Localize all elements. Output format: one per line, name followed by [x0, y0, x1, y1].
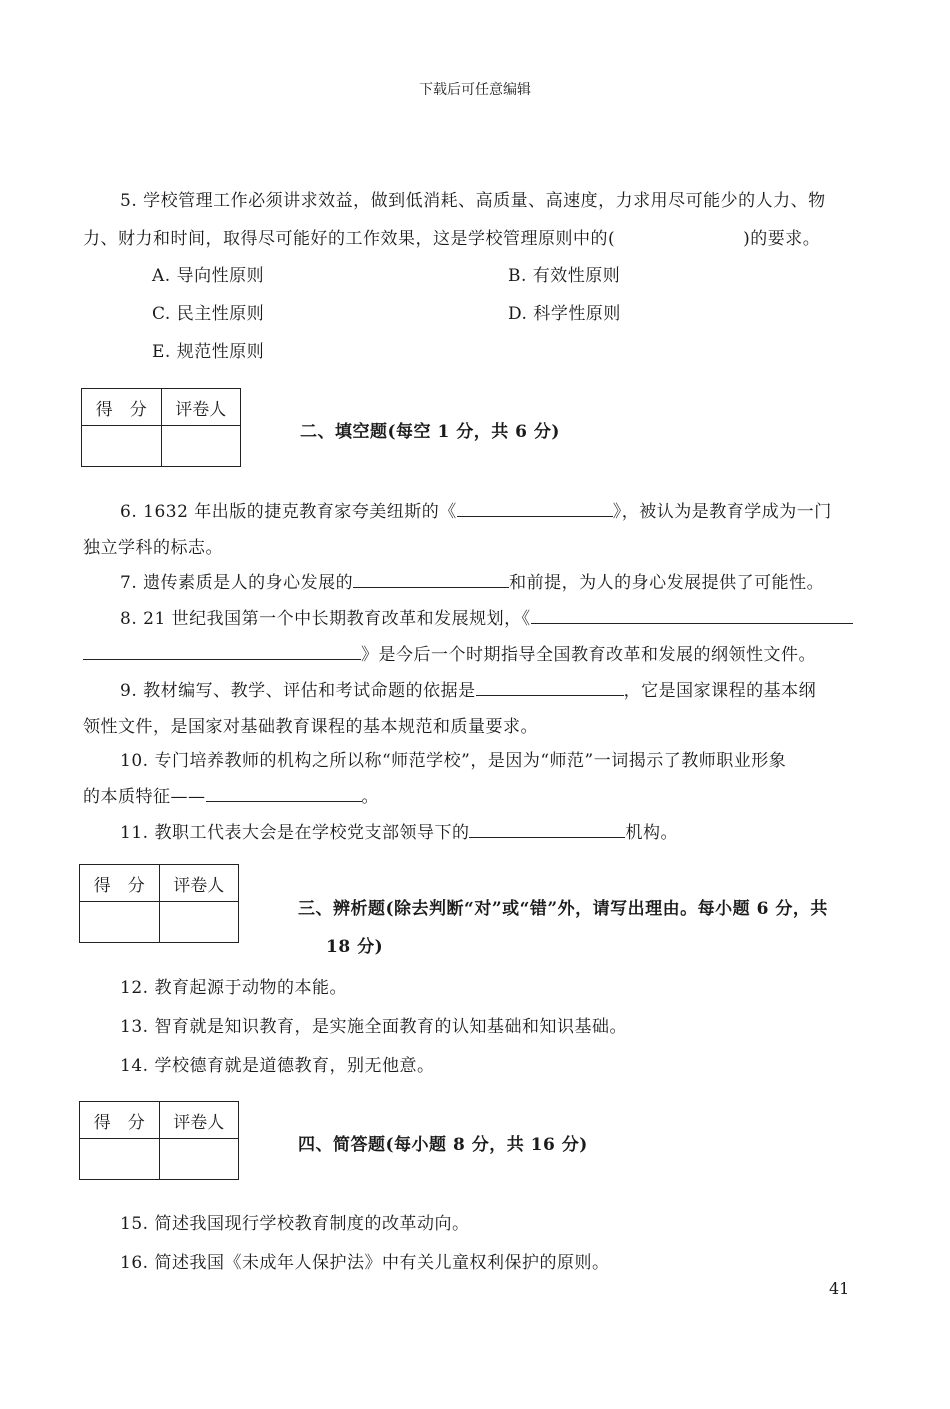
q10-line1: 10. 专门培养教师的机构之所以称“师范学校”，是因为“师范”一词揭示了教师职业形象 [120, 751, 787, 771]
q8-blank-2[interactable] [83, 645, 361, 660]
q10-text-b: 的本质特征—— [83, 787, 206, 807]
grader-cell[interactable] [161, 426, 241, 467]
q12: 12. 教育起源于动物的本能。 [120, 978, 347, 998]
q6-text-a: 6. 1632 年出版的捷克教育家夸美纽斯的《 [120, 502, 457, 522]
score-label: 得 分 [80, 865, 160, 902]
q8-line2 [83, 640, 816, 665]
q11-blank[interactable] [469, 823, 625, 838]
q9-text-b: ，它是国家课程的基本纲 [623, 681, 817, 701]
section-2-title: 二、填空题(每空 1 分，共 6 分) [300, 422, 560, 442]
q11-line [120, 818, 678, 843]
section-4-title: 四、简答题(每小题 8 分，共 16 分) [298, 1135, 588, 1155]
q5-option-d: D. 科学性原则 [508, 304, 621, 324]
score-table-3 [79, 1101, 239, 1180]
q5-option-e: E. 规范性原则 [152, 342, 265, 362]
grader-cell[interactable] [159, 902, 239, 943]
q6-text-b: 》，被认为是教育学成为一门 [612, 502, 832, 522]
q6-blank[interactable] [457, 502, 613, 517]
q10-text-c: 。 [361, 787, 379, 807]
q9-blank[interactable] [476, 681, 624, 696]
score-table-1 [81, 388, 241, 467]
grader-label: 评卷人 [159, 865, 239, 902]
q16: 16. 简述我国《未成年人保护法》中有关儿童权利保护的原则。 [120, 1253, 610, 1273]
q5-line2-end: )的要求。 [743, 229, 821, 249]
grader-cell[interactable] [159, 1139, 239, 1180]
section-3-title-line1: 三、辨析题(除去判断“对”或“错”外，请写出理由。每小题 6 分，共 [298, 899, 828, 919]
q6-line1 [120, 497, 832, 522]
q5-line2 [83, 224, 820, 249]
q15: 15. 简述我国现行学校教育制度的改革动向。 [120, 1214, 470, 1234]
section-3-title-line2: 18 分) [326, 937, 384, 957]
q7-text-a: 7. 遗传素质是人的身心发展的 [120, 573, 354, 593]
q5-option-c: C. 民主性原则 [152, 304, 265, 324]
score-cell[interactable] [82, 426, 162, 467]
page-number: 41 [829, 1279, 850, 1298]
q9-line1 [120, 676, 816, 701]
q9-text-a: 9. 教材编写、教学、评估和考试命题的依据是 [120, 681, 476, 701]
q7-line [120, 568, 824, 593]
score-table-2 [79, 864, 239, 943]
q10-line2 [83, 782, 379, 807]
score-cell[interactable] [80, 902, 160, 943]
q10-blank[interactable] [206, 787, 362, 802]
q6-line2: 独立学科的标志。 [83, 538, 223, 558]
score-label: 得 分 [80, 1102, 160, 1139]
q7-blank[interactable] [353, 573, 509, 588]
grader-label: 评卷人 [161, 389, 241, 426]
q8-text-a: 8. 21 世纪我国第一个中长期教育改革和发展规划，《 [120, 609, 531, 629]
q11-text-b: 机构。 [625, 823, 678, 843]
q8-blank-1[interactable] [531, 609, 853, 624]
q13: 13. 智育就是知识教育，是实施全面教育的认知基础和知识基础。 [120, 1017, 627, 1037]
q5-line1: 5. 学校管理工作必须讲求效益，做到低消耗、高质量、高速度，力求用尽可能少的人力、物 [120, 191, 826, 211]
q8-line1 [120, 604, 853, 629]
grader-label: 评卷人 [159, 1102, 239, 1139]
page-header: 下载后可任意编辑 [419, 82, 531, 98]
score-cell[interactable] [80, 1139, 160, 1180]
q5-option-a: A. 导向性原则 [152, 266, 265, 286]
q14: 14. 学校德育就是道德教育，别无他意。 [120, 1056, 435, 1076]
q5-line2-text: 力、财力和时间，取得尽可能好的工作效果，这是学校管理原则中的( [83, 229, 616, 249]
q9-line2: 领性文件，是国家对基础教育课程的基本规范和质量要求。 [83, 717, 538, 737]
q7-text-b: 和前提，为人的身心发展提供了可能性。 [509, 573, 825, 593]
q8-text-b: 》是今后一个时期指导全国教育改革和发展的纲领性文件。 [361, 645, 816, 665]
score-label: 得 分 [82, 389, 162, 426]
q5-option-b: B. 有效性原则 [508, 266, 621, 286]
q11-text-a: 11. 教职工代表大会是在学校党支部领导下的 [120, 823, 470, 843]
